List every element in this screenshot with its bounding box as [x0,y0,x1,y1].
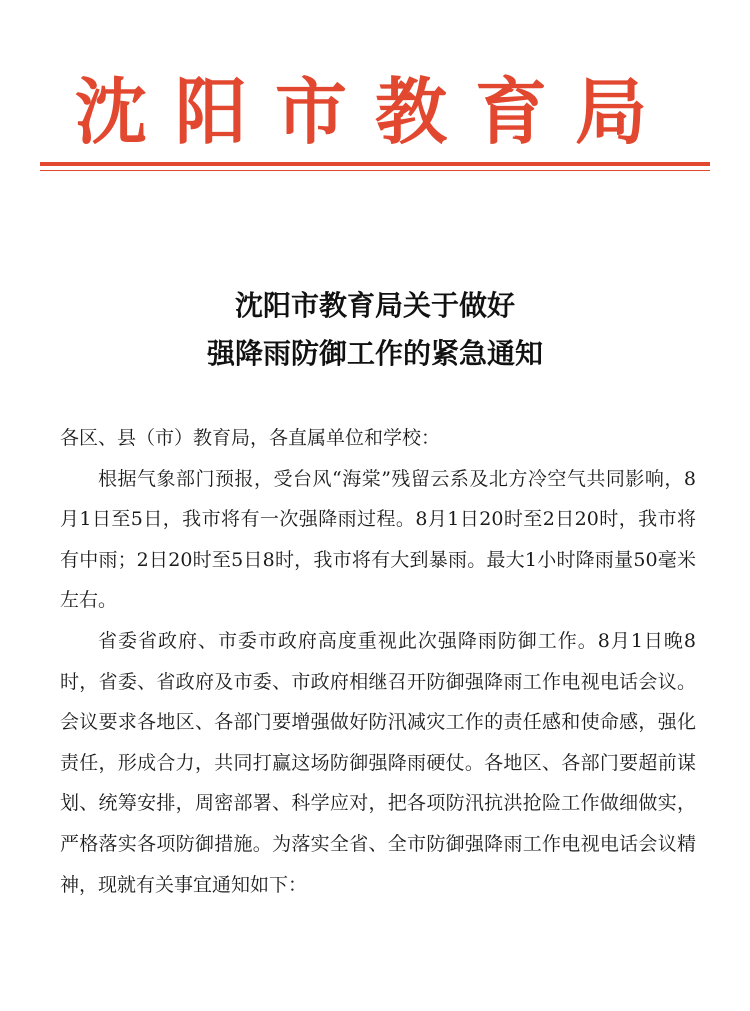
salutation: 各区、县（市）教育局，各直属单位和学校： [60,427,441,449]
letterhead-rule-thick [40,162,710,166]
document-body [60,418,696,905]
letterhead [0,0,750,180]
document-title-line-2: 强降雨防御工作的紧急通知 [206,337,543,370]
letterhead-rule-thin [40,170,710,171]
document-title-line-1: 沈阳市教育局关于做好 [234,289,515,322]
body-paragraph-2: 省委省政府、市委市政府高度重视此次强降雨防御工作。8月1日晚8时，省委、省政府及市委、市政府相继召开防御强降雨工作电视电话会议。会议要求各地区、各部门要增强做好防汛减灾工作的责任感和使命感，强化责任，形成合力，共同打赢这场防御强降雨硬仗。各地区、各部门要超前谋划、统筹安排，周密部署、科学应对，把各项防汛抗洪抢险工作做细做实，严格落实各项防御措施。为落实全省、全市防御强降雨工作电视电话会议精神，现就有关事宜通知如下： [60,629,696,896]
document-title [0,282,750,378]
letterhead-org-name: 沈阳市教育局 [74,70,675,154]
body-paragraph-1: 根据气象部门预报，受台风“海棠”残留云系及北方冷空气共同影响，8月1日至5日，我市将有一次强降雨过程。8月1日20时至2日20时，我市将有中雨；2日20时至5日8时，我市将有大到暴雨。最大1小时降雨量50毫米左右。 [60,467,696,612]
